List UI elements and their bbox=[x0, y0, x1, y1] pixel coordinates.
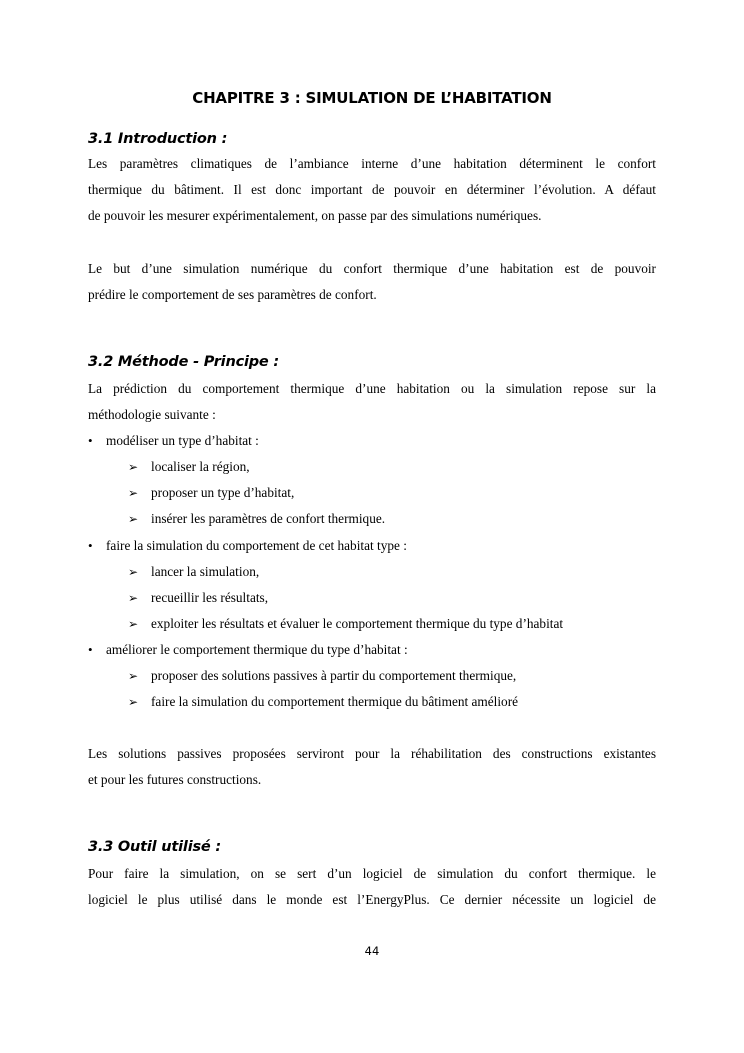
section-heading-introduction: 3.1 Introduction : bbox=[88, 131, 228, 147]
arrow-bullet-icon: ➢ bbox=[128, 591, 139, 605]
arrow-bullet-icon: ➢ bbox=[128, 486, 139, 500]
sub-item-solutions-passives bbox=[128, 663, 516, 689]
page-number: 44 bbox=[364, 944, 380, 958]
intro-paragraph-2-line-2: prédire le comportement de ses paramètres de confort. bbox=[88, 287, 377, 302]
document-page bbox=[88, 0, 656, 1053]
sub-item-lancer bbox=[128, 559, 259, 585]
bullet-label: améliorer le comportement thermique du type d’habitat : bbox=[106, 642, 408, 657]
chapter-title: CHAPITRE 3 : SIMULATION DE L’HABITATION bbox=[192, 89, 552, 107]
section-heading-method: 3.2 Méthode - Principe : bbox=[88, 354, 279, 370]
arrow-bullet-icon: ➢ bbox=[128, 512, 139, 526]
method-intro-line-2: méthodologie suivante : bbox=[88, 407, 216, 422]
method-conclusion-line-1: Les solutions passives proposées serviront pour la réhabilitation des constructions existantes bbox=[88, 746, 656, 761]
bullet-icon: • bbox=[88, 642, 93, 657]
sub-item-label: exploiter les résultats et évaluer le comportement thermique du type d’habitat bbox=[151, 616, 564, 631]
method-conclusion-line-2: et pour les futures constructions. bbox=[88, 772, 262, 787]
sub-item-inserer bbox=[128, 506, 385, 532]
bullet-icon: • bbox=[88, 538, 93, 553]
tool-paragraph-line-1: Pour faire la simulation, on se sert d’un logiciel de simulation du confort thermique. le bbox=[88, 866, 656, 881]
sub-item-localiser bbox=[128, 454, 250, 480]
sub-item-recueillir bbox=[128, 585, 268, 611]
bullet-label: modéliser un type d’habitat : bbox=[106, 433, 259, 448]
sub-item-exploiter bbox=[128, 611, 563, 637]
sub-item-proposer-habitat bbox=[128, 480, 294, 506]
arrow-bullet-icon: ➢ bbox=[128, 565, 139, 579]
arrow-bullet-icon: ➢ bbox=[128, 669, 139, 683]
sub-item-label: localiser la région, bbox=[151, 459, 250, 474]
bullet-label: faire la simulation du comportement de cet habitat type : bbox=[106, 538, 407, 553]
sub-item-label: proposer des solutions passives à partir du comportement thermique, bbox=[151, 668, 517, 683]
arrow-bullet-icon: ➢ bbox=[128, 460, 139, 474]
tool-paragraph-line-2: logiciel le plus utilisé dans le monde est l’EnergyPlus. Ce dernier nécessite un logiciel de bbox=[88, 892, 656, 907]
bullet-item-model bbox=[88, 428, 259, 454]
sub-item-label: faire la simulation du comportement thermique du bâtiment amélioré bbox=[151, 694, 519, 709]
arrow-bullet-icon: ➢ bbox=[128, 617, 139, 631]
sub-item-label: lancer la simulation, bbox=[151, 564, 260, 579]
bullet-item-simulate bbox=[88, 533, 407, 559]
section-heading-tool: 3.3 Outil utilisé : bbox=[88, 839, 221, 855]
bullet-item-improve bbox=[88, 637, 408, 663]
bullet-icon: • bbox=[88, 433, 93, 448]
method-intro-line-1: La prédiction du comportement thermique d’une habitation ou la simulation repose sur la bbox=[88, 381, 656, 396]
sub-item-label: recueillir les résultats, bbox=[151, 590, 269, 605]
sub-item-label: proposer un type d’habitat, bbox=[151, 485, 295, 500]
sub-item-simulation-ameliore bbox=[128, 689, 518, 715]
arrow-bullet-icon: ➢ bbox=[128, 695, 139, 709]
sub-item-label: insérer les paramètres de confort thermique. bbox=[151, 511, 386, 526]
intro-paragraph-1-line-2: thermique du bâtiment. Il est donc important de pouvoir en déterminer l’évolution. A défaut bbox=[88, 182, 656, 197]
intro-paragraph-2-line-1: Le but d’une simulation numérique du confort thermique d’une habitation est de pouvoir bbox=[88, 261, 656, 276]
intro-paragraph-1-line-1: Les paramètres climatiques de l’ambiance interne d’une habitation déterminent le confort bbox=[88, 156, 656, 171]
intro-paragraph-1-line-3: de pouvoir les mesurer expérimentalement, on passe par des simulations numériques. bbox=[88, 208, 542, 223]
